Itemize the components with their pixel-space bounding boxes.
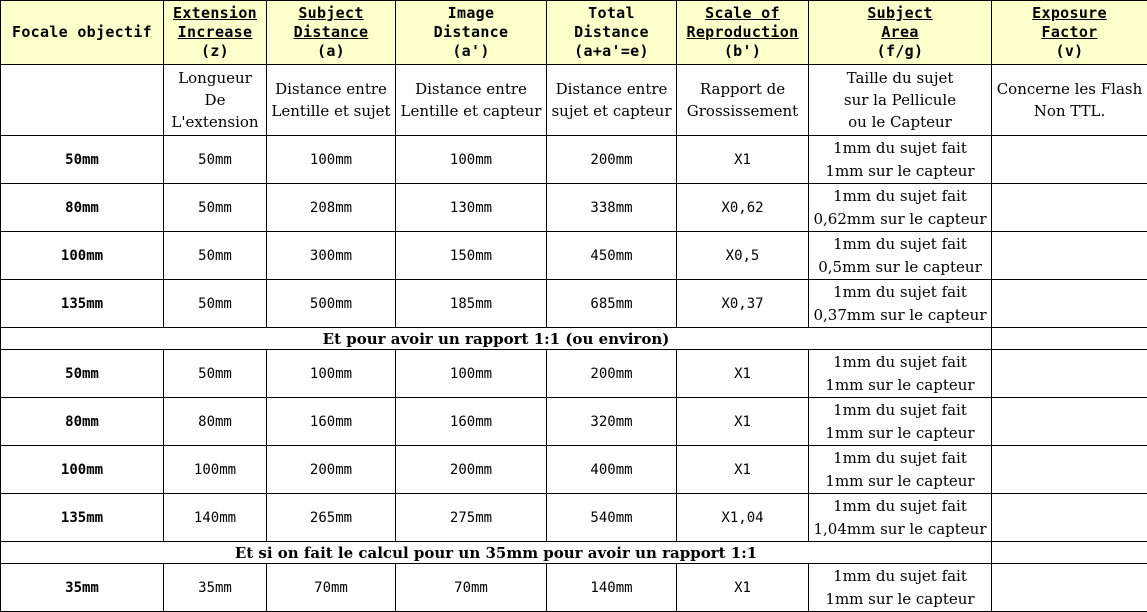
subject-distance-description [267,65,396,136]
exposure-factor-cell [992,184,1147,232]
scale-cell: X1,04 [677,494,809,542]
header-line: Exposure [994,4,1145,23]
image-distance-cell: 100mm [396,350,547,398]
subject-area-description [809,65,992,136]
section-title: Et pour avoir un rapport 1:1 (ou environ) [1,328,992,350]
subject-area-line: 1mm du sujet fait [811,351,989,374]
extension-cell: 140mm [164,494,267,542]
subject-area-line: 1mm du sujet fait [811,565,989,588]
exposure-factor-cell [992,232,1147,280]
header-line: (a) [269,42,393,61]
extension-cell: 50mm [164,136,267,184]
subject-area-cell [809,136,992,184]
header-line: (f/g) [811,42,989,61]
header-line: Total [549,4,674,23]
subject-area-line: 1mm du sujet fait [811,137,989,160]
focal-length-cell: 35mm [1,564,164,612]
description-line: Lentille et sujet [269,100,393,122]
subject-distance-cell: 70mm [267,564,396,612]
description-line: sur la Pellicule [811,89,989,111]
description-line: Longueur [166,67,264,89]
exposure-factor-cell [992,350,1147,398]
subject-distance-header [267,1,396,65]
table-row [1,446,1147,494]
subject-area-line: 0,37mm sur le capteur [811,304,989,327]
header-line: (a') [398,42,544,61]
description-line: Grossissement [679,100,806,122]
subject-area-line: 1mm du sujet fait [811,399,989,422]
extension-cell: 50mm [164,280,267,328]
header-line: Extension [166,4,264,23]
description-row [1,65,1147,136]
scale-cell: X0,62 [677,184,809,232]
total-distance-description [547,65,677,136]
image-distance-cell: 160mm [396,398,547,446]
header-line: Subject [811,4,989,23]
extension-cell: 35mm [164,564,267,612]
extension-description [164,65,267,136]
subject-distance-cell: 300mm [267,232,396,280]
header-line: Distance [398,23,544,42]
total-distance-cell: 140mm [547,564,677,612]
exposure-factor-cell [992,136,1147,184]
scale-cell: X0,37 [677,280,809,328]
subject-area-cell [809,280,992,328]
header-line: Focale objectif [3,23,161,42]
subject-area-cell [809,446,992,494]
total-distance-cell: 540mm [547,494,677,542]
exposure-factor-description [992,65,1147,136]
table-row [1,398,1147,446]
image-distance-cell: 150mm [396,232,547,280]
exposure-factor-cell [992,446,1147,494]
total-distance-header [547,1,677,65]
focal-length-cell: 50mm [1,136,164,184]
image-distance-cell: 200mm [396,446,547,494]
section-title: Et si on fait le calcul pour un 35mm pour avoir un rapport 1:1 [1,542,992,564]
subject-distance-cell: 500mm [267,280,396,328]
table-row [1,350,1147,398]
image-distance-cell: 100mm [396,136,547,184]
subject-area-line: 1mm du sujet fait [811,185,989,208]
focal-length-cell: 80mm [1,184,164,232]
table-row [1,494,1147,542]
header-line: Image [398,4,544,23]
focal-length-cell: 80mm [1,398,164,446]
header-line: Distance [549,23,674,42]
subject-area-cell [809,564,992,612]
description-line: L'extension [166,111,264,133]
table-row [1,136,1147,184]
description-line: Concerne les Flash [994,78,1145,100]
description-line: Distance entre [549,78,674,100]
subject-distance-cell: 100mm [267,350,396,398]
total-distance-cell: 320mm [547,398,677,446]
focal-length-cell: 100mm [1,446,164,494]
subject-area-line: 1mm du sujet fait [811,233,989,256]
total-distance-cell: 400mm [547,446,677,494]
table-row [1,280,1147,328]
extension-cell: 80mm [164,398,267,446]
exposure-factor-cell [992,280,1147,328]
table-row [1,232,1147,280]
subject-area-cell [809,494,992,542]
total-distance-cell: 200mm [547,350,677,398]
scale-cell: X1 [677,564,809,612]
total-distance-cell: 338mm [547,184,677,232]
description-line: Distance entre [269,78,393,100]
extension-cell: 100mm [164,446,267,494]
scale-cell: X1 [677,398,809,446]
exposure-factor-header [992,1,1147,65]
header-line: Increase [166,23,264,42]
scale-cell: X1 [677,446,809,494]
header-line: Scale of [679,4,806,23]
total-distance-cell: 685mm [547,280,677,328]
total-distance-cell: 450mm [547,232,677,280]
description-line: ou le Capteur [811,111,989,133]
subject-area-cell [809,398,992,446]
subject-area-line: 0,62mm sur le capteur [811,208,989,231]
subject-area-line: 0,5mm sur le capteur [811,256,989,279]
exposure-factor-cell [992,494,1147,542]
subject-distance-cell: 200mm [267,446,396,494]
extension-cell: 50mm [164,232,267,280]
image-distance-cell: 130mm [396,184,547,232]
subject-area-line: 1,04mm sur le capteur [811,518,989,541]
focal-length-cell: 100mm [1,232,164,280]
header-line: (a+a'=e) [549,42,674,61]
subject-area-cell [809,232,992,280]
header-line: (z) [166,42,264,61]
section-title-row [1,328,1147,350]
header-line: (v) [994,42,1145,61]
focal-header [1,1,164,65]
focal-length-cell: 135mm [1,494,164,542]
header-line: Subject [269,4,393,23]
subject-area-line: 1mm sur le capteur [811,588,989,611]
table-row [1,184,1147,232]
exposure-factor-cell [992,398,1147,446]
focal-length-cell: 135mm [1,280,164,328]
subject-area-line: 1mm sur le capteur [811,470,989,493]
header-line: Reproduction [679,23,806,42]
header-row [1,1,1147,65]
image-distance-cell: 70mm [396,564,547,612]
subject-distance-cell: 265mm [267,494,396,542]
description-line: Distance entre [398,78,544,100]
exposure-factor-cell [992,564,1147,612]
section-title-empty-cell [992,328,1147,350]
scale-cell: X1 [677,350,809,398]
subject-area-line: 1mm du sujet fait [811,447,989,470]
table-row [1,564,1147,612]
description-line: Lentille et capteur [398,100,544,122]
image-distance-cell: 275mm [396,494,547,542]
extension-header [164,1,267,65]
focal-length-cell: 50mm [1,350,164,398]
image-distance-cell: 185mm [396,280,547,328]
subject-area-header [809,1,992,65]
header-line: Factor [994,23,1145,42]
total-distance-cell: 200mm [547,136,677,184]
subject-distance-cell: 160mm [267,398,396,446]
subject-area-line: 1mm du sujet fait [811,281,989,304]
extension-cell: 50mm [164,184,267,232]
subject-distance-cell: 100mm [267,136,396,184]
scale-description [677,65,809,136]
subject-area-line: 1mm sur le capteur [811,160,989,183]
subject-area-line: 1mm du sujet fait [811,495,989,518]
focal-description [1,65,164,136]
section-title-empty-cell [992,542,1147,564]
scale-cell: X1 [677,136,809,184]
header-line: Area [811,23,989,42]
extension-cell: 50mm [164,350,267,398]
subject-area-cell [809,184,992,232]
description-line: sujet et capteur [549,100,674,122]
description-line: Non TTL. [994,100,1145,122]
image-distance-description [396,65,547,136]
header-line: Distance [269,23,393,42]
description-line: De [166,89,264,111]
description-line: Taille du sujet [811,67,989,89]
header-line: (b') [679,42,806,61]
scale-cell: X0,5 [677,232,809,280]
section-title-row [1,542,1147,564]
subject-area-cell [809,350,992,398]
scale-header [677,1,809,65]
subject-distance-cell: 208mm [267,184,396,232]
subject-area-line: 1mm sur le capteur [811,374,989,397]
description-line: Rapport de [679,78,806,100]
image-distance-header [396,1,547,65]
subject-area-line: 1mm sur le capteur [811,422,989,445]
